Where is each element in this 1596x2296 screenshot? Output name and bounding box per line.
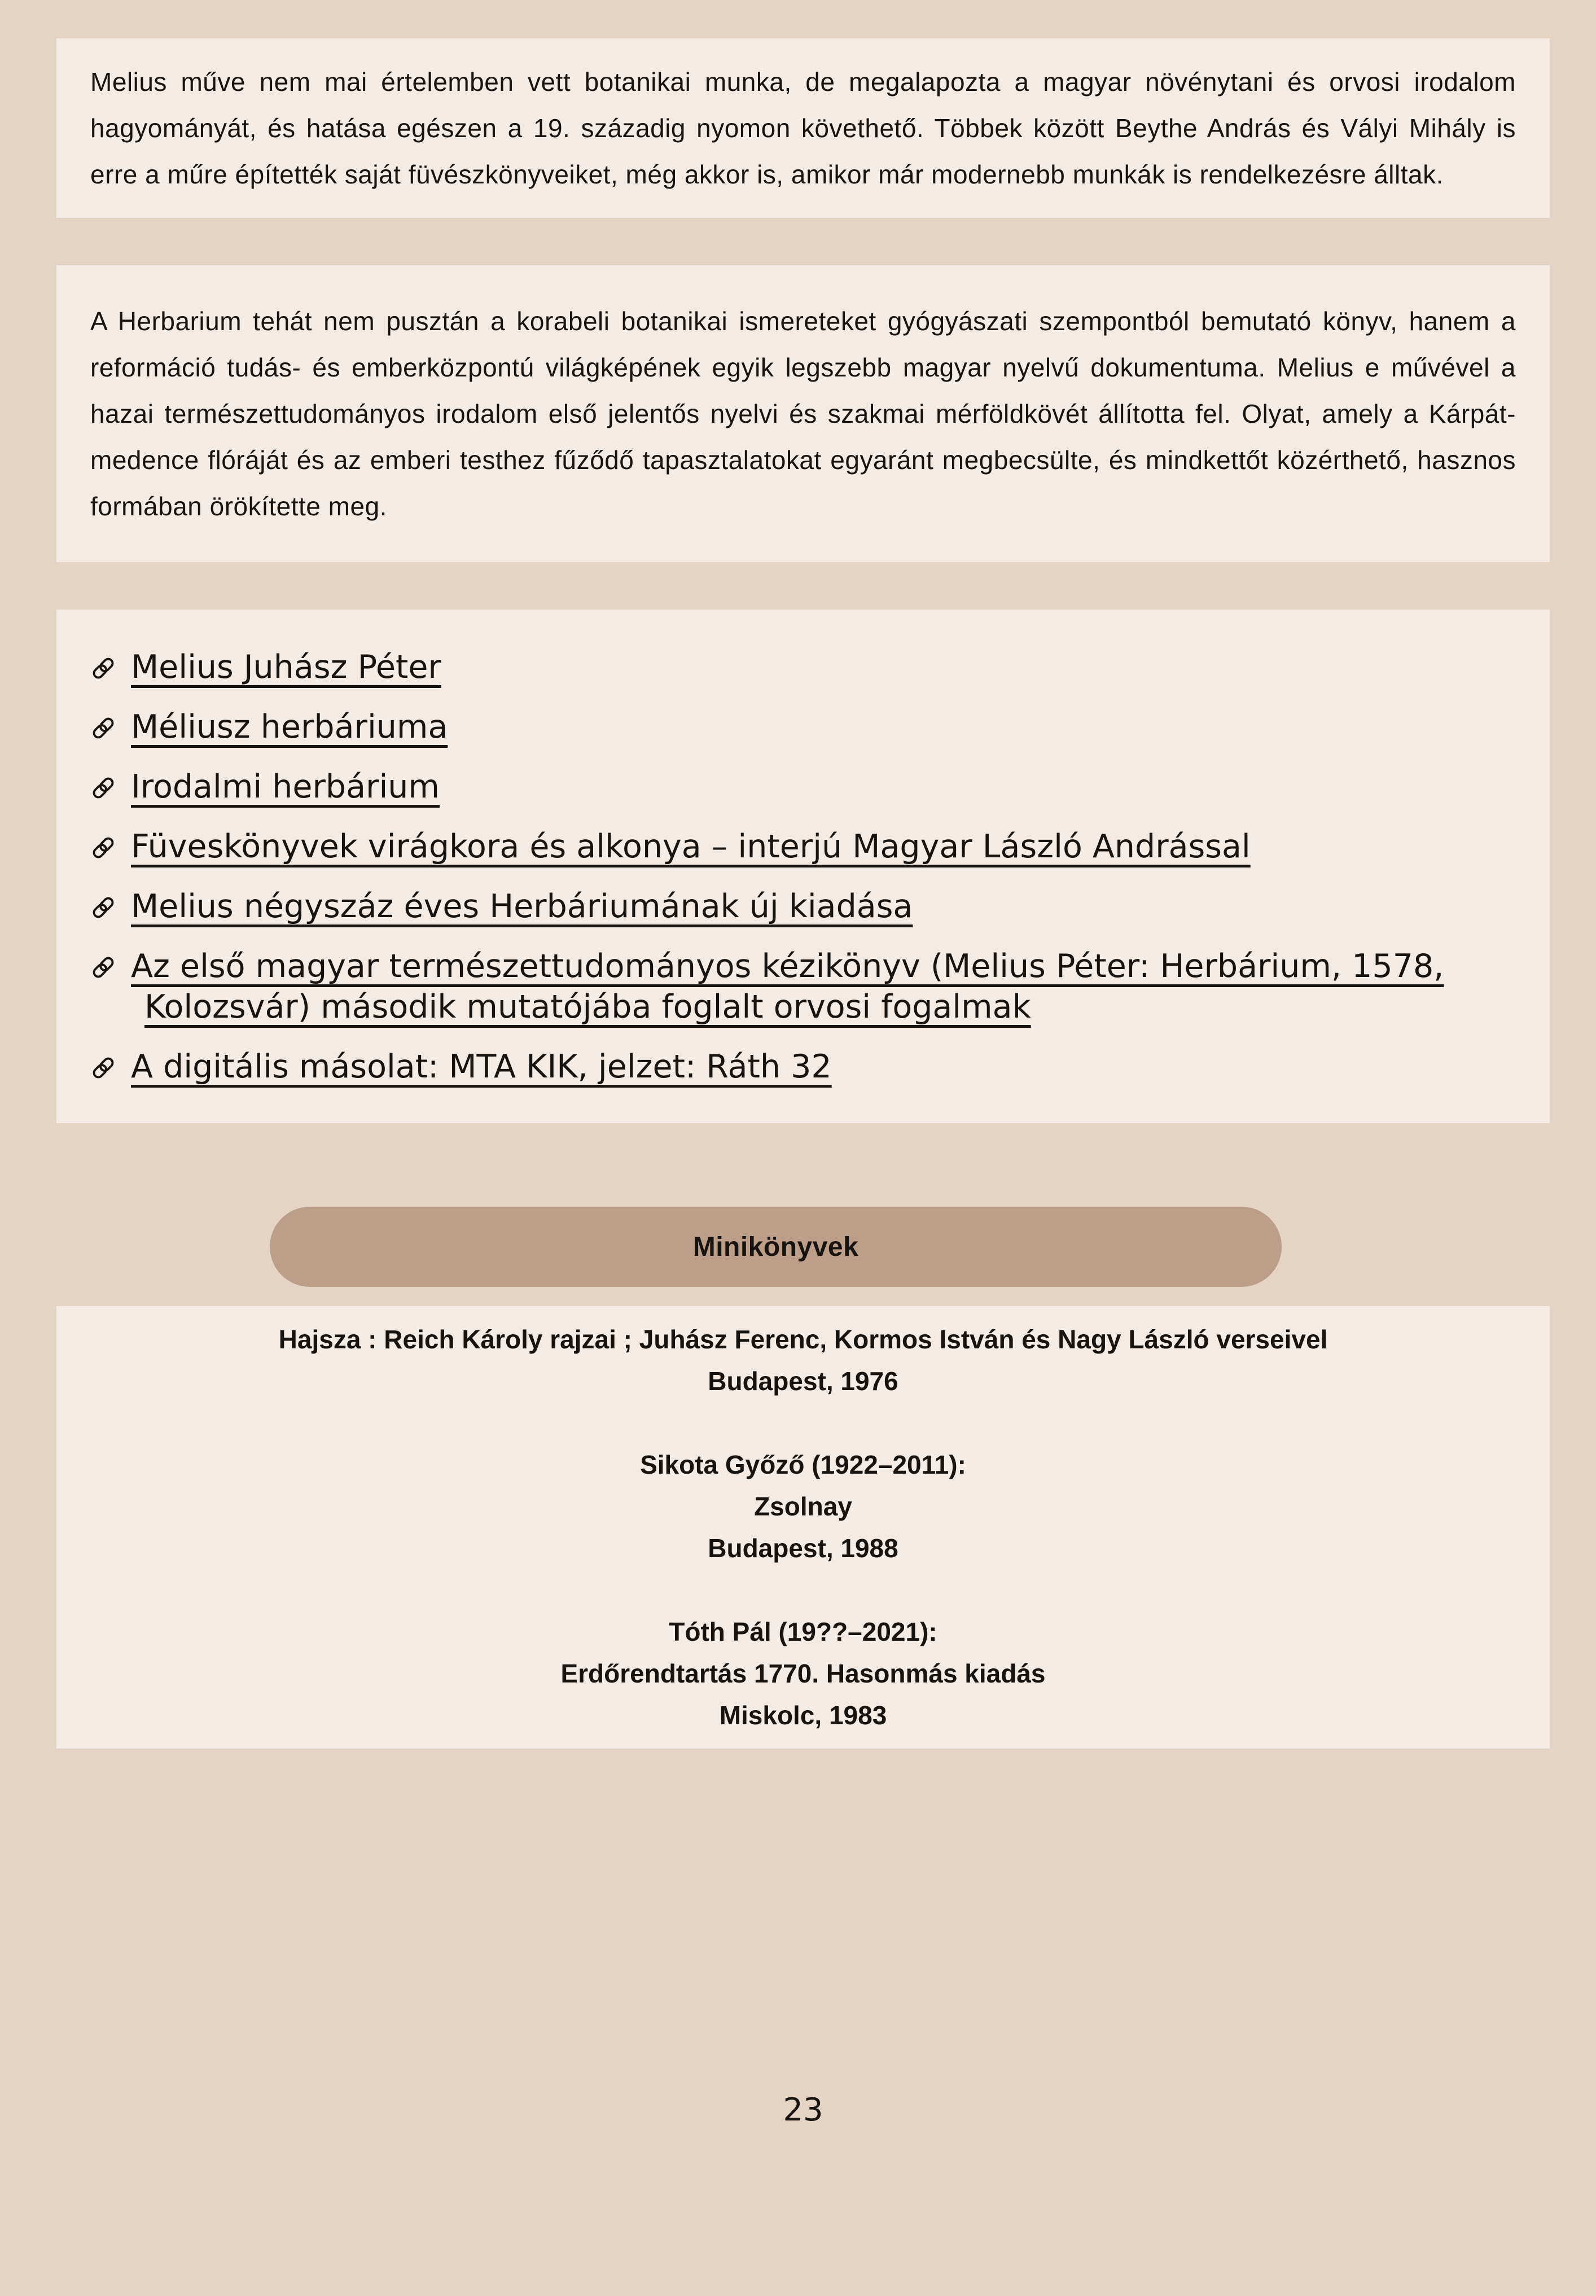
paragraph-text: Melius műve nem mai értelemben vett botanikai munka, de megalapozta a magyar növénytani és orvosi irodalom hagyományát, és hatása egészen a 19. századig nyomon követhető. Többek között Beythe András és Vályi Mihály is erre a műre építették saját füvészkönyveiket, még akkor is, amikor már modernebb munkák is rendelkezésre álltak.: [90, 67, 1516, 189]
book-entry: [90, 1611, 1516, 1736]
book-author-line: Tóth Pál (19??–2021):: [669, 1617, 937, 1646]
paragraph-block-1: [56, 38, 1550, 218]
book-imprint-line: Budapest, 1988: [708, 1533, 898, 1563]
link-row: [90, 766, 1516, 807]
link-fuveskonyvek-interju[interactable]: Füveskönyvek virágkora és alkonya – interjú Magyar László Andrással: [131, 828, 1251, 865]
chain-link-icon: [90, 708, 131, 746]
link-elso-magyar-kezikonyv[interactable]: Az első magyar természettudományos kézikönyv (Melius Péter: Herbárium, 1578, Kolozsvár) második mutatójába foglalt orvosi fogalmak: [131, 948, 1444, 1026]
chain-link-icon: [90, 888, 131, 925]
link-row: [90, 946, 1516, 1027]
chain-link-icon: [90, 649, 131, 686]
chain-link-icon: [90, 1048, 131, 1085]
book-title-line: Erdőrendtartás 1770. Hasonmás kiadás: [560, 1659, 1046, 1688]
chain-link-icon: [90, 768, 131, 805]
document-page: [0, 38, 1596, 2296]
book-imprint-line: Miskolc, 1983: [719, 1701, 887, 1730]
chain-link-icon: [90, 828, 131, 865]
paragraph-text: A Herbarium tehát nem pusztán a korabeli botanikai ismereteket gyógyászati szempontból bemutató könyv, hanem a reformáció tudás- és emberközpontú világképének egyik legszebb magyar nyelvű dokumentuma. Melius e művével a hazai természettudományos irodalom első jelentős nyelvi és szakmai mérföldkövét állította fel. Olyat, amely a Kárpát-medence flóráját és az emberi testhez fűződő tapasztalatokat egyaránt megbecsülte, és mindkettőt közérthető, hasznos formában örökítette meg.: [90, 306, 1516, 521]
link-uj-kiadas[interactable]: Melius négyszáz éves Herbáriumának új kiadása: [131, 888, 913, 925]
page-number: 23: [783, 2092, 823, 2128]
paragraph-block-2: [56, 265, 1550, 562]
book-entry: [90, 1318, 1516, 1402]
link-row: [90, 1046, 1516, 1087]
book-title-line: Zsolnay: [754, 1492, 852, 1521]
link-row: [90, 826, 1516, 867]
link-melius-juhasz-peter[interactable]: Melius Juhász Péter: [131, 649, 441, 686]
minibooks-section-pill: [270, 1207, 1282, 1287]
book-imprint-line: Budapest, 1976: [708, 1366, 898, 1396]
link-row: [90, 647, 1516, 687]
page-content: [56, 38, 1550, 2128]
book-author-line: Sikota Győző (1922–2011):: [640, 1450, 966, 1479]
chain-link-icon: [90, 948, 131, 985]
book-entry: [90, 1444, 1516, 1569]
link-irodalmi-herbarium[interactable]: Irodalmi herbárium: [131, 768, 440, 805]
book-title-line: Hajsza : Reich Károly rajzai ; Juhász Ferenc, Kormos István és Nagy László verseivel: [278, 1325, 1328, 1354]
minibooks-block: [56, 1306, 1550, 1749]
minibooks-section-title: Minikönyvek: [692, 1232, 859, 1262]
link-row: [90, 886, 1516, 927]
link-row: [90, 707, 1516, 747]
links-block: [56, 610, 1550, 1123]
link-meliusz-herbariuma[interactable]: Méliusz herbáriuma: [131, 708, 448, 746]
link-digitalis-masolat[interactable]: A digitális másolat: MTA KIK, jelzet: Ráth 32: [131, 1048, 832, 1085]
